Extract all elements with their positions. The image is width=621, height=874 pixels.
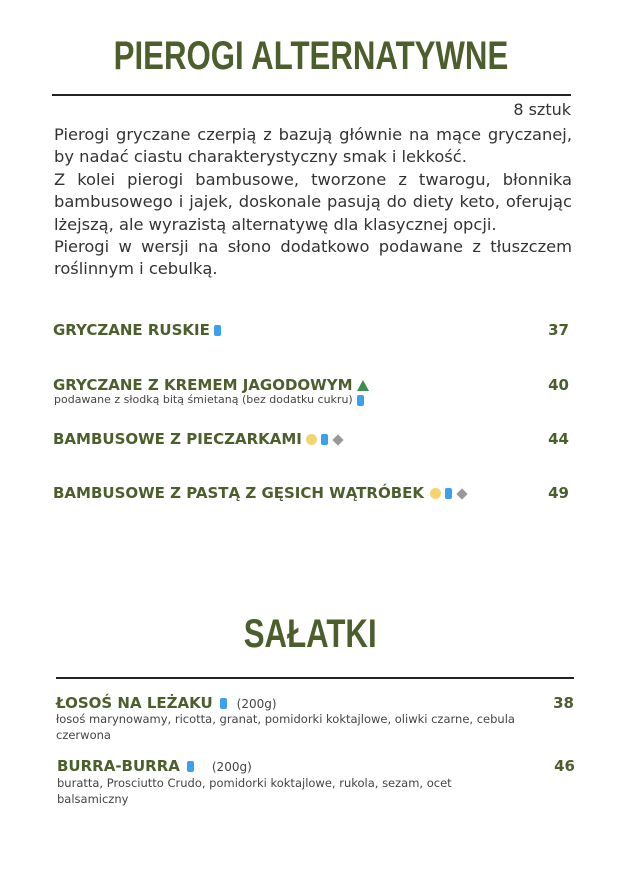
divider	[52, 94, 571, 96]
item-price: 49	[548, 484, 569, 502]
blue-marker-icon	[445, 488, 452, 499]
item-name: BAMBUSOWE Z PASTĄ Z GĘSICH WĄTRÓBEK	[53, 484, 424, 502]
item-weight: (200g)	[211, 760, 252, 774]
description-paragraph: Pierogi gryczane czerpią z bazują głównie na mące gryczanej, by nadać ciastu charakterystyczny smak i lekkość.	[54, 125, 572, 167]
menu-item	[53, 430, 569, 448]
menu-item	[56, 694, 574, 712]
description-paragraph: Z kolei pierogi bambusowe, tworzone z twarogu, błonnika bambusowego i jajek, doskonale pasują do diety keto, oferując lżejszą, ale wyrazistą alternatywę dla klasycznej opcji.	[54, 169, 572, 234]
grey-diamond-icon	[332, 434, 343, 445]
blue-marker-icon	[357, 395, 364, 406]
item-ingredients: buratta, Prosciutto Crudo, pomidorki koktajlowe, rukola, sezam, ocet balsamiczny	[57, 776, 452, 806]
green-triangle-icon	[357, 380, 369, 391]
item-name: ŁOSOŚ NA LEŻAKU	[56, 694, 213, 712]
blue-marker-icon	[321, 434, 328, 445]
section-title-pierogi: PIEROGI ALTERNATYWNE	[113, 34, 508, 78]
item-ingredients: łosoś marynowamy, ricotta, granat, pomidorki koktajlowe, oliwki czarne, cebula czerwona	[56, 712, 515, 742]
item-weight: (200g)	[236, 697, 277, 711]
grey-diamond-icon	[456, 488, 467, 499]
item-price: 37	[548, 321, 569, 339]
menu-item	[53, 321, 569, 339]
blue-marker-icon	[214, 325, 221, 336]
menu-item	[53, 484, 569, 502]
pierogi-description	[54, 124, 572, 281]
item-note-text: podawane z słodką bitą śmietaną (bez dodatku cukru)	[54, 393, 353, 406]
yellow-circle-icon	[306, 434, 317, 445]
item-name: GRYCZANE Z KREMEM JAGODOWYM	[53, 376, 353, 394]
item-name: BAMBUSOWE Z PIECZARKAMI	[53, 430, 302, 448]
yellow-circle-icon	[430, 488, 441, 499]
item-name: GRYCZANE RUSKIE	[53, 321, 210, 339]
item-note	[54, 392, 364, 408]
item-name: BURRA-BURRA	[57, 757, 180, 775]
divider	[56, 677, 574, 679]
item-price: 44	[548, 430, 569, 448]
item-price: 46	[554, 757, 575, 775]
description-paragraph: Pierogi w wersji na słono dodatkowo podawane z tłuszczem roślinnym i cebulką.	[54, 237, 572, 279]
menu-item	[57, 757, 575, 775]
section-title-salatki: SAŁATKI	[244, 612, 377, 656]
blue-marker-icon	[220, 698, 227, 709]
pieces-count: 8 sztuk	[513, 100, 571, 119]
item-price: 38	[553, 694, 574, 712]
item-price: 40	[548, 376, 569, 394]
blue-marker-icon	[187, 761, 194, 772]
